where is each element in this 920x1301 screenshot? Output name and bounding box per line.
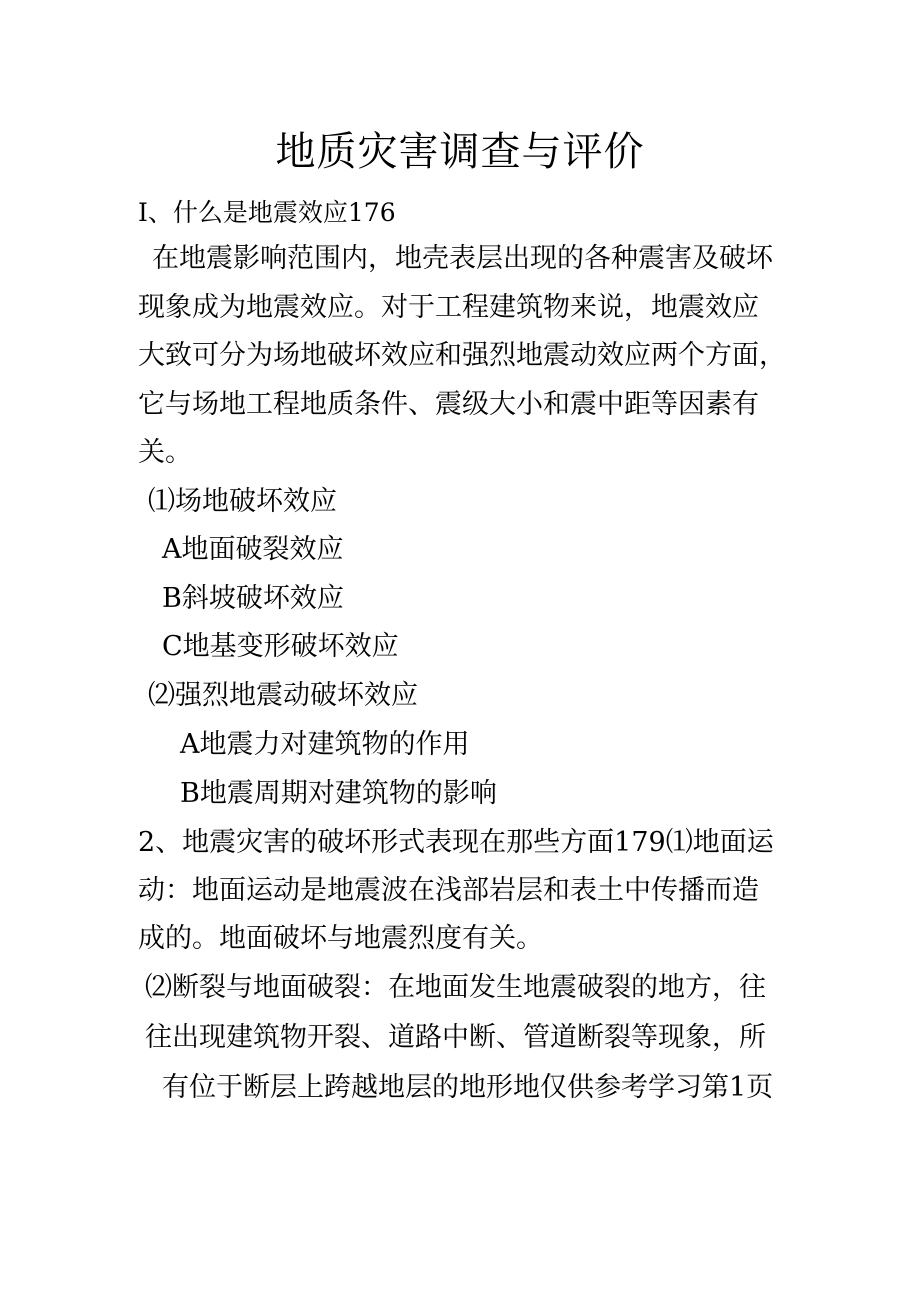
paragraph-line: 关。 [138, 437, 192, 468]
list-item: C地基变形破坏效应 [162, 631, 399, 662]
paragraph-line: 现象成为地震效应。对于工程建筑物来说，地震效应 [138, 292, 759, 323]
paragraph-line: 大致可分为场地破坏效应和强烈地震动效应两个方面， [138, 340, 786, 371]
paragraph-line: 成的。地面破坏与地震烈度有关。 [138, 923, 543, 954]
subheading-strong-motion: ⑵强烈地震动破坏效应 [148, 680, 418, 711]
list-item: B地震周期对建筑物的影响 [180, 778, 497, 809]
list-item: B斜坡破坏效应 [162, 583, 344, 614]
list-item: A地震力对建筑物的作用 [180, 729, 470, 760]
paragraph-line: 在地震影响范围内，地壳表层出现的各种震害及破坏 [152, 243, 773, 274]
question-2-heading: 2、地震灾害的破坏形式表现在那些方面179⑴地面运 [138, 827, 774, 858]
paragraph-line: 动：地面运动是地震波在浅部岩层和表土中传播而造 [138, 875, 759, 906]
question-1-heading: I、什么是地震效应176 [138, 198, 396, 227]
paragraph-line-footer: 有位于断层上跨越地层的地形地仅供参考学习第1页 [162, 1072, 774, 1103]
subheading-site-damage: ⑴场地破坏效应 [148, 486, 337, 517]
list-item: A地面破裂效应 [162, 534, 344, 565]
document-title: 地质灾害调查与评价 [275, 129, 645, 175]
paragraph-line: ⑵断裂与地面破裂：在地面发生地震破裂的地方，往 [145, 972, 766, 1003]
paragraph-line: 往出现建筑物开裂、道路中断、管道断裂等现象，所 [145, 1022, 766, 1053]
paragraph-line: 它与场地工程地质条件、震级大小和震中距等因素有 [138, 389, 759, 420]
